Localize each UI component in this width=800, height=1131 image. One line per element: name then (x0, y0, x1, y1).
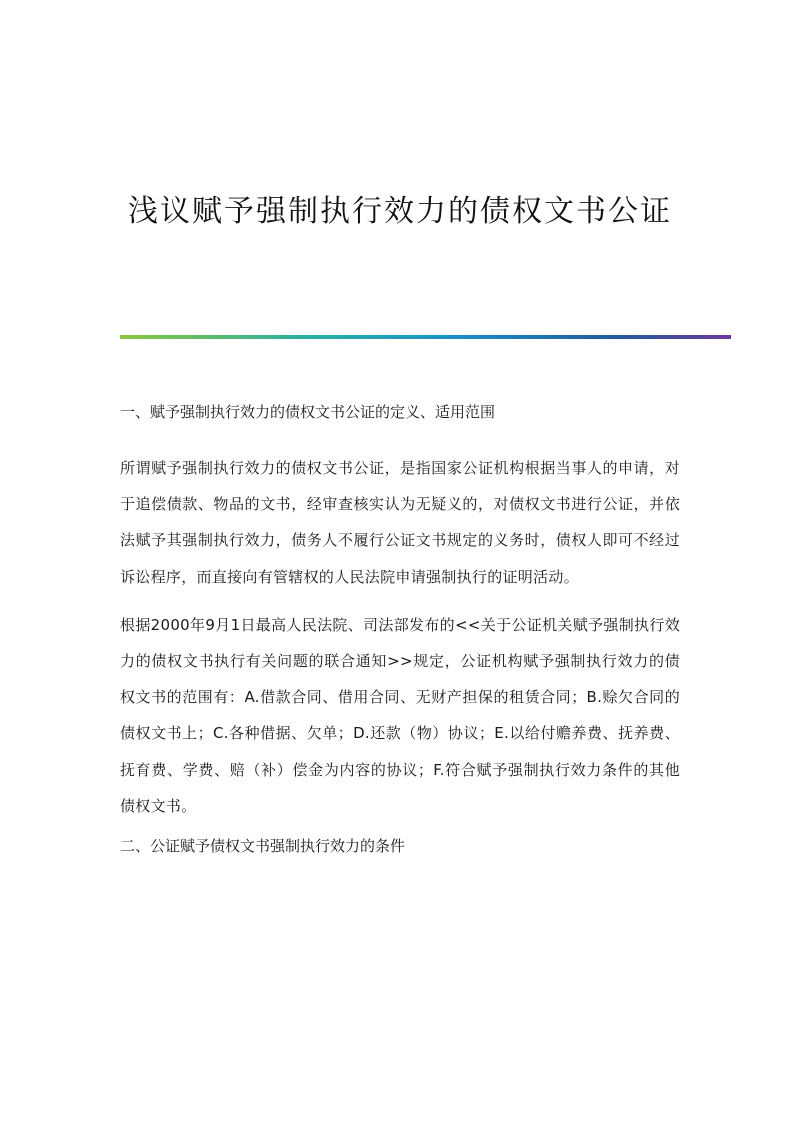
title-divider (120, 335, 731, 339)
paragraph-definition: 所谓赋予强制执行效力的债权文书公证，是指国家公证机构根据当事人的申请，对于追偿债款、物品的文书，经审查核实认为无疑义的，对债权文书进行公证，并依法赋予其强制执行效力，债务人不履行公证文书规定的义务时，债权人即可不经过诉讼程序，而直接向有管辖权的人民法院申请强制执行的证明活动。 (120, 459, 680, 586)
document-title: 浅议赋予强制执行效力的债权文书公证 (128, 194, 672, 229)
document-body (120, 402, 680, 884)
section-heading-1: 一、赋予强制执行效力的债权文书公证的定义、适用范围 (120, 403, 496, 421)
section-heading-2: 二、公证赋予债权文书强制执行效力的条件 (120, 837, 406, 856)
paragraph-scope: 根据2000年9月1日最高人民法院、司法部发布的<<关于公证机关赋予强制执行效力的债权文书执行有关问题的联合通知>>规定，公证机构赋予强制执行效力的债权文书的范围有：A.借款合同、借用合同、无财产担保的租赁合同；B.赊欠合同的债权文书上；C.各种借据、欠单；D.还款（物）协议；E.以给付赡养费、抚养费、抚育费、学费、赔（补）偿金为内容的协议；F.符合赋予强制执行效力条件的其他债权文书。 (120, 615, 680, 815)
